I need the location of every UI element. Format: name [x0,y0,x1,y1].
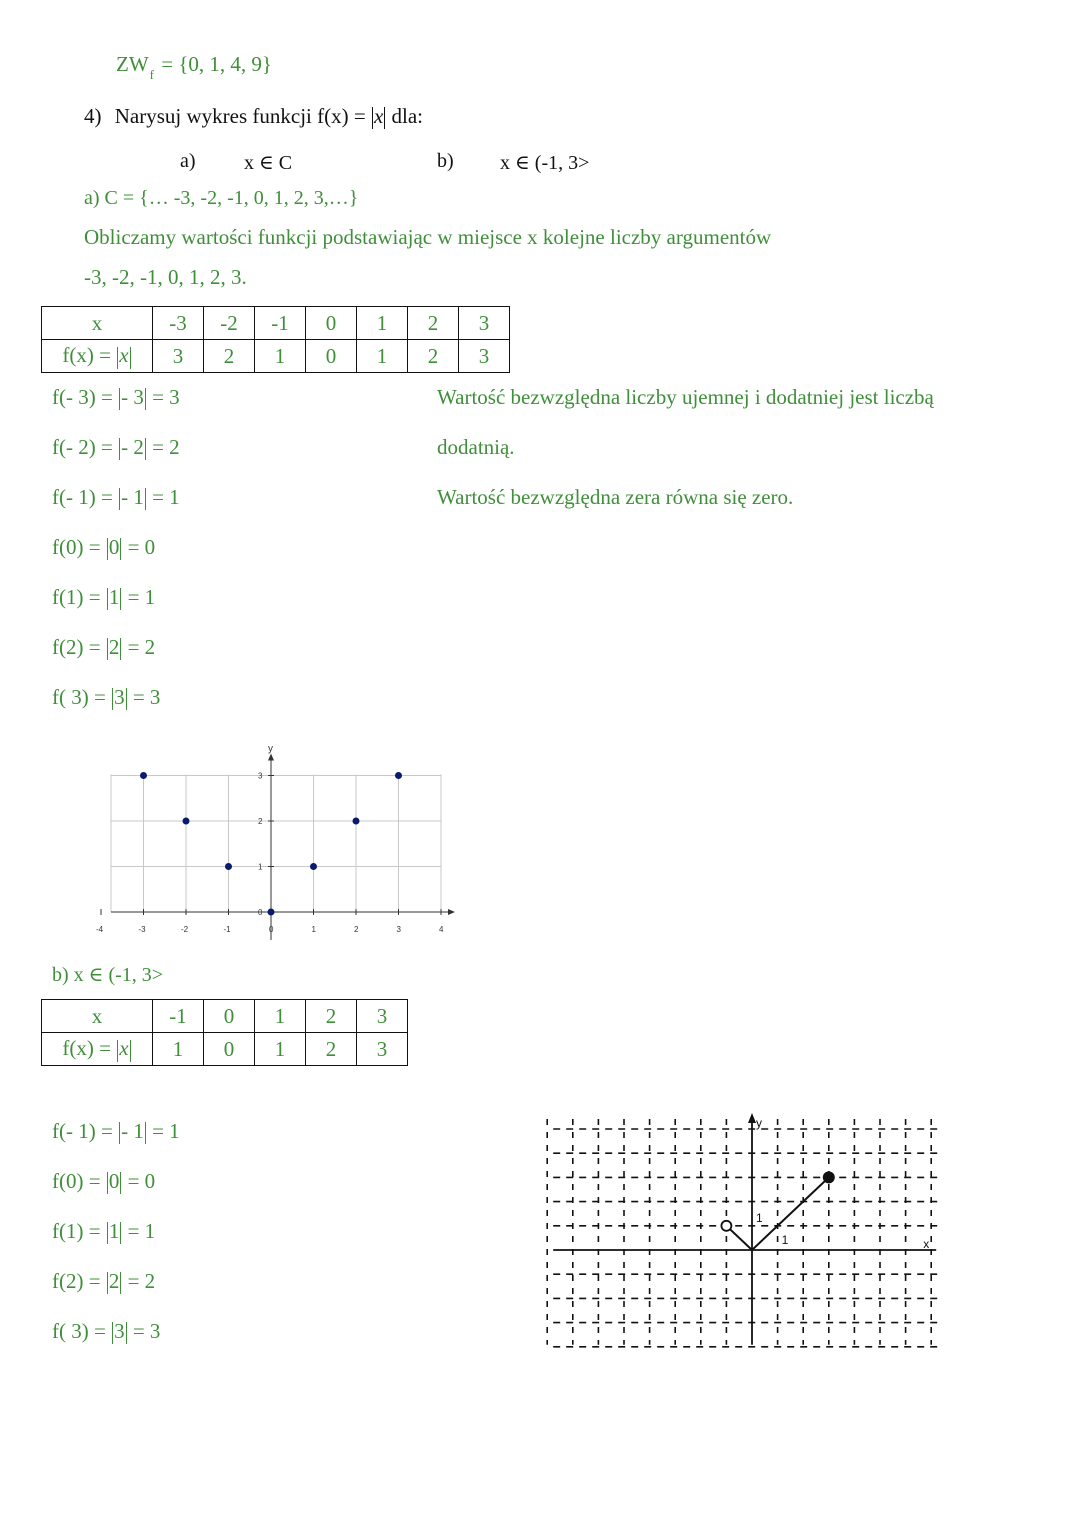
calc-line [52,635,155,660]
line-chart-b [540,1110,940,1370]
calc-lhs: f(- 3) = [52,385,119,409]
calc-line [52,435,180,460]
x-tick-label: 4 [439,925,444,934]
calc-lhs: f(1) = [52,585,106,609]
y-axis-label: y [756,1116,762,1130]
y-tick-label: 2 [258,817,263,826]
closed-endpoint [823,1171,835,1183]
x-tick-label: 0 [269,925,274,934]
y-axis-label: y [268,743,273,755]
table-header-fx [42,1033,153,1066]
table-cell: 2 [204,340,255,373]
table-cell: 3 [459,340,510,373]
data-point [353,818,360,825]
data-point [225,863,232,870]
table-cell: -1 [255,307,306,340]
abs-bar-left [119,438,120,460]
option-b-label: b) [437,150,454,172]
task-number: 4) [84,104,102,128]
data-point [268,909,275,916]
calc-rhs: = 3 [127,1319,161,1343]
table-cell: 0 [204,1033,255,1066]
calc-line [52,485,180,510]
abs-bar-right [130,1040,131,1062]
scatter-chart-a [90,740,470,940]
table-header-x: x [42,1000,153,1033]
grid [111,775,441,913]
abs-bar-left [119,1122,120,1144]
calc-line [52,1119,180,1144]
x-tick-label: 2 [354,925,359,934]
abs-bar-right [145,1122,146,1144]
calc-arg: 1 [108,1219,120,1243]
calc-lhs: f(2) = [52,1269,106,1293]
table-row-fx [42,340,510,373]
calc-rhs: = 0 [122,1169,156,1193]
task-abs-arg: x [373,104,384,128]
part-b-label: b) x ∈ (-1, 3> [52,964,164,986]
x-tick-label: -1 [223,925,231,934]
calc-arg: 3 [114,1319,125,1343]
calc-lhs: f( 3) = [52,1319,112,1343]
zw-line [116,52,273,82]
x-tick-label: 3 [396,925,401,934]
calc-rhs: = 1 [146,1119,180,1143]
calc-arg: 0 [108,1169,120,1193]
calc-arg: - 2 [121,435,144,459]
task-text-after: dla: [386,104,424,128]
calc-arg: 3 [114,685,125,709]
open-endpoint [721,1221,731,1231]
calc-arg: 2 [108,1269,120,1293]
calc-line [52,1169,155,1194]
table-cell: 2 [408,307,459,340]
option-a-text: x ∈ C [244,152,293,174]
x-tick-label: 1 [311,925,316,934]
abs-bar-left [107,1222,108,1244]
table-cell: 3 [357,1000,408,1033]
x-tick-label: -4 [96,925,104,934]
fx-arg: x [119,1036,129,1061]
table-cell: 2 [306,1000,357,1033]
abs-bar-left [107,1172,108,1194]
abs-bar-left [119,488,120,510]
dashed-grid [547,1119,940,1347]
calc-arg: - 3 [121,385,144,409]
data-point [310,863,317,870]
y-tick-label: 0 [258,908,263,917]
abs-bar-left [119,388,120,410]
calc-lhs: f(0) = [52,535,106,559]
table-row-fx [42,1033,408,1066]
calc-lhs: f(2) = [52,635,106,659]
task-text-before: Narysuj wykres funkcji f(x) = [114,104,371,128]
value-table-a [41,306,510,373]
table-cell: 0 [306,307,357,340]
table-cell: 1 [357,340,408,373]
option-b-text: x ∈ (-1, 3> [500,152,590,174]
abs-bar-left [107,538,108,560]
abs-bar-left [107,1272,108,1294]
calc-line [52,1269,155,1294]
calc-line [52,535,155,560]
calc-rhs: = 1 [122,1219,156,1243]
calc-rhs: = 1 [122,585,156,609]
calc-arg: - 1 [121,1119,144,1143]
calc-lhs: f(1) = [52,1219,106,1243]
y-tick-label: 3 [258,771,263,781]
table-cell: -1 [153,1000,204,1033]
table-cell: 2 [408,340,459,373]
y-axis-arrow [748,1113,756,1123]
abs-bar-right [145,488,146,510]
table-cell: 1 [357,307,408,340]
option-a-label: a) [180,150,196,172]
fx-arg: x [119,343,129,368]
y-tick-label: 1 [756,1210,763,1225]
zw-sub: f [149,67,154,82]
set-c-line: a) C = {… -3, -2, -1, 0, 1, 2, 3,…} [84,187,359,209]
calc-rhs: = 2 [122,635,156,659]
calc-line [52,1219,155,1244]
calc-arg: 1 [108,585,120,609]
abs-bar-right [126,688,127,710]
calc-rhs: = 3 [127,685,161,709]
calc-lhs: f(0) = [52,1169,106,1193]
abs-bar-left [107,588,108,610]
table-cell: 1 [255,1000,306,1033]
calc-lhs: f(- 1) = [52,485,119,509]
table-cell: 1 [153,1033,204,1066]
table-cell: 1 [255,1033,306,1066]
note-line-2: dodatnią. [437,435,515,459]
abs-bar-right [126,1322,127,1344]
fx-label: f(x) = [62,343,117,368]
x-axis-label: x [923,1237,930,1251]
calc-lhs: f(- 1) = [52,1119,119,1143]
note-line-1: Wartość bezwzględna liczby ujemnej i dodatniej jest liczbą [437,385,934,409]
y-axis-arrow [268,754,274,761]
zw-rest: = {0, 1, 4, 9} [156,52,273,76]
calc-lhs: f(- 2) = [52,435,119,459]
calc-line [52,585,155,610]
table-cell: 0 [306,340,357,373]
calc-rhs: = 1 [146,485,180,509]
table-header-x: x [42,307,153,340]
calc-rhs: = 2 [122,1269,156,1293]
table-cell: 3 [153,340,204,373]
table-header-fx [42,340,153,373]
explain-line-2: -3, -2, -1, 0, 1, 2, 3. [84,265,247,289]
table-cell: -3 [153,307,204,340]
data-point [395,772,402,779]
table-cell: 2 [306,1033,357,1066]
calc-rhs: = 0 [122,535,156,559]
table-cell: 3 [459,307,510,340]
table-row-x [42,1000,408,1033]
x-tick-label: -2 [181,925,189,934]
abs-bar-left [112,688,113,710]
calc-lhs: f( 3) = [52,685,112,709]
x-tick-label: 1 [781,1233,789,1247]
abs-bar-left [107,638,108,660]
calc-arg: 0 [108,535,120,559]
x-axis-arrow [448,909,455,915]
zw-main: ZW [116,52,149,76]
table-cell: 3 [357,1033,408,1066]
calc-rhs: = 3 [146,385,180,409]
fx-label: f(x) = [62,1036,117,1061]
data-point [183,818,190,825]
abs-bar-left [372,107,373,129]
value-table-b [41,999,408,1066]
calc-arg: 2 [108,635,120,659]
table-cell: 1 [255,340,306,373]
task-line [84,104,423,129]
calc-rhs: = 2 [146,435,180,459]
calc-arg: - 1 [121,485,144,509]
note-line-3: Wartość bezwzględna zera równa się zero. [437,485,794,509]
abs-bar-left [112,1322,113,1344]
table-cell: 0 [204,1000,255,1033]
calc-line [52,385,180,410]
y-tick-label: 1 [258,862,263,872]
explain-line-1: Obliczamy wartości funkcji podstawiając w miejsce x kolejne liczby argumentów [84,225,772,249]
abs-bar-right [145,438,146,460]
x-tick-label: -3 [138,925,146,934]
calc-line [52,1319,160,1344]
data-point [140,772,147,779]
calc-line [52,685,160,710]
abs-bar-right [130,347,131,369]
abs-bar-right [145,388,146,410]
table-row-x [42,307,510,340]
table-cell: -2 [204,307,255,340]
